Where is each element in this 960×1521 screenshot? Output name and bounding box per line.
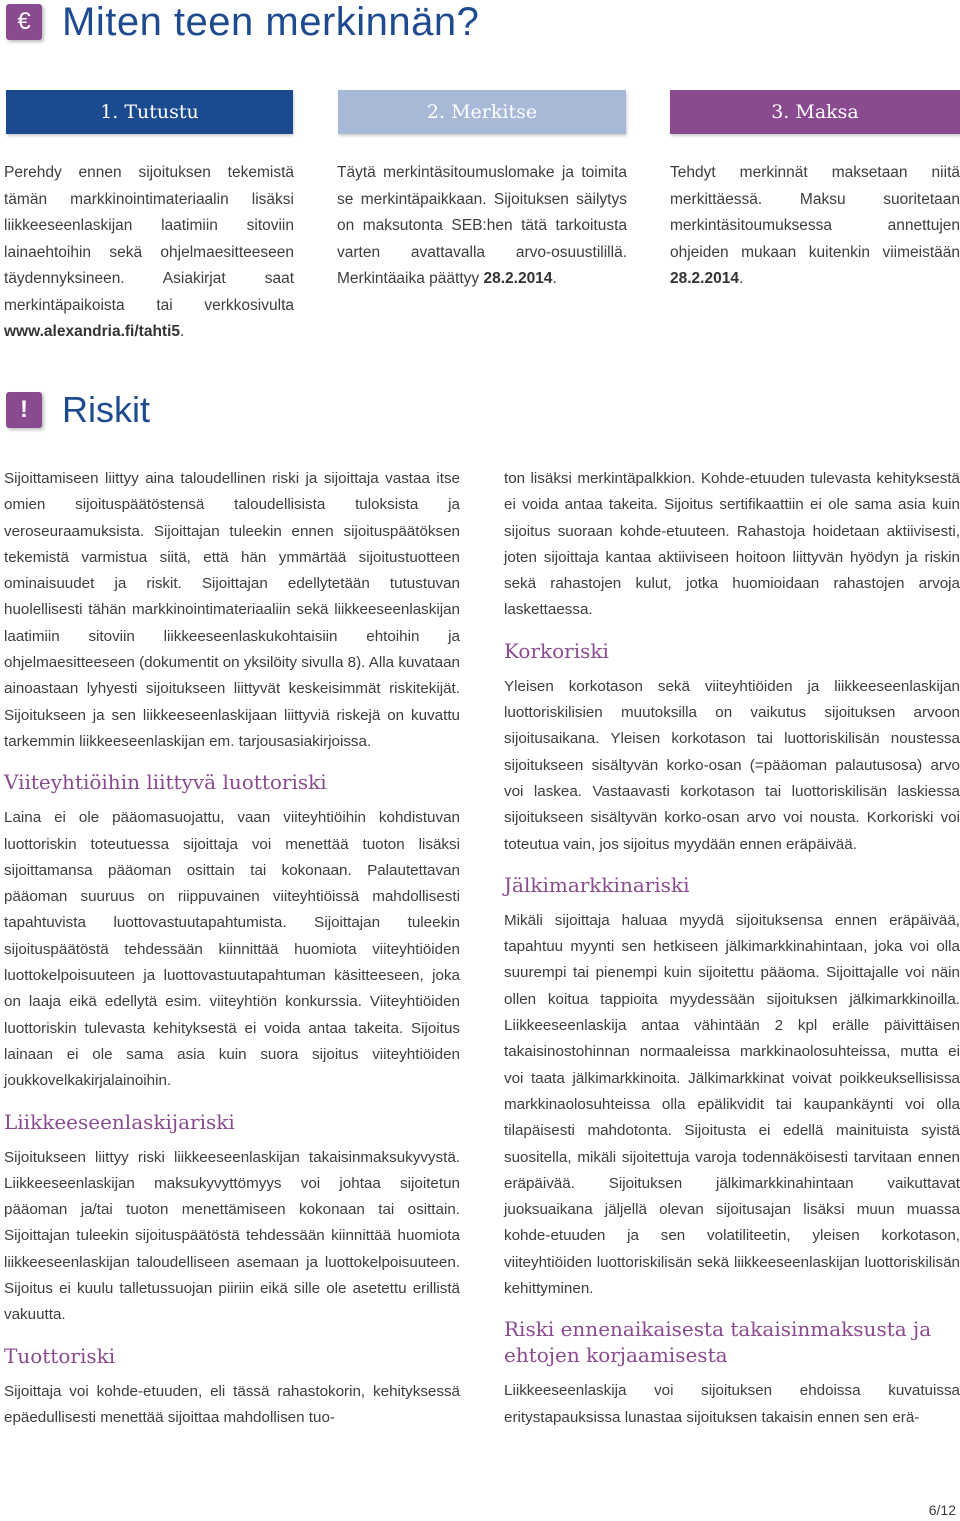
step-1-text: Perehdy ennen sijoituksen tekemistä tämän markkinointimateriaalin lisäksi liikkeeseenlaskijan laatimiin sitoviin lainaehtoihin sekä ohjelmaesitteeseen täydennyksineen. Asiakirjat saat merkintäpaikoista tai verkkosivulta www.alexandria.fi/tahti5.	[4, 164, 294, 340]
step-2-text: Täytä merkintäsitoumuslomake ja toimita se merkintäpaikkaan. Sijoituksen säilytys on maksutonta SEB:hen tätä tarkoitusta varten avattavalla arvo-osuustilillä. Merkintäaika päättyy 28.2.2014.	[337, 164, 627, 287]
section-heading: Riski ennenaikaisesta takaisinmaksusta ja ehtojen korjaamisesta	[504, 1317, 932, 1368]
step-2-tab: 2. Merkitse	[338, 90, 626, 134]
section-text: Mikäli sijoittaja haluaa myydä sijoituksensa ennen eräpäivää, tapahtuu myynti sen hetkiseen jälkimarkkinahintaan, joka voi olla suurempi tai pienempi kuin sijoitettu pääoma. Sijoittajalle voi näin ollen koitua tappioita myydessään sijoituksen jälkimarkkinoilla. Liikkeeseenlaskija antaa vähintään 2 kpl erälle päivittäisen takaisinostohinnan normaaleissa markkinaolosuhteissa, mutta ei voi taata jälkimarkkinoita. Jälkimarkkinat voivat poikkeuksellisissa markkinaolosuhteissa olla epälikvidit tai kaupankäynti voi olla tilapäisesti mahdotonta. Sijoitusta ei edellä mainituista syistä suositella, mikäli sijoitettuja varoja todennäköisesti tarvitaan ennen eräpäivää. Sijoituksen jälkimarkkinahintaan vaikuttavat juoksuaikana jäljellä olevan sijoitusajan lisäksi muun muassa kohde-etuuden ja sen volatiliteetin, yleisen korkotason, viiteyhtiöiden luottoriskilisän sekä liikkeeseenlaskijan luottoriskilisän kehittyminen.	[504, 911, 960, 1298]
section-heading: Korkoriski	[504, 638, 609, 663]
website-link[interactable]: www.alexandria.fi/tahti5	[4, 323, 181, 340]
section-heading: Liikkeeseenlaskijariski	[4, 1109, 235, 1134]
section-text: Liikkeeseenlaskija voi sijoituksen ehdoissa kuvatuissa eritystapauksissa lunastaa sijoituksen takaisin ennen sen erä-	[504, 1382, 960, 1426]
risks-left-column	[4, 466, 460, 1431]
steps-bar	[6, 90, 960, 134]
section-text: Sijoittaja voi kohde-etuuden, eli tässä rahastokorin, kehityksessä epäedullisesti menettää sijoittaa mahdollisen tuo-	[4, 1382, 460, 1426]
section-text: Sijoitukseen liittyy riski liikkeeseenlaskijan takaisinmaksukyvystä. Liikkeeseenlaskijan maksukyvyttömyys voi johtaa sijoitetun pääoman ja/tai tuoton menettämiseen kokonaan tai osittain. Sijoittajan tuleekin sijoituspäätöstä tehdessään kiinnittää huomiota liikkeeseenlaskijan taloudelliseen asemaan ja luottokelpoisuuteen. Sijoitus ei kuulu talletussuojan piiriin eikä sille ole asetettu erillistä vakuutta.	[4, 1148, 460, 1324]
euro-icon: €	[6, 4, 42, 40]
risks-title: Riskit	[62, 389, 150, 430]
risks-right-intro: ton lisäksi merkintäpalkkion. Kohde-etuuden tulevasta kehityksestä ei voida antaa takeita. Sijoitus sertifikaattiin ei ole sama asia kuin sijoitus suoraan kohde-etuuteen. Rahastoja hoidetaan aktiivisesti, joten sijoittaja kantaa aktiiviseen hoitoon liittyvän hyödyn ja riskin sekä rahastojen kulut, jotka huomioidaan rahastojen arvoja laskettaessa.	[504, 470, 960, 619]
section-heading: Viiteyhtiöihin liittyvä luottoriski	[4, 770, 327, 795]
step-3-tab: 3. Maksa	[670, 90, 960, 134]
step-1-tab: 1. Tutustu	[6, 90, 293, 134]
page-header	[6, 0, 479, 44]
page-title: Miten teen merkinnän?	[62, 0, 480, 44]
section-text: Laina ei ole pääomasuojattu, vaan viiteyhtiöihin kohdistuvan luottoriskin toteutuessa sijoittaja voi menettää tuoton lisäksi sijoittamansa pääoman osittain tai kokonaan. Palautettavan pääoman suuruus on riippuvainen viiteyhtiöissä mahdollisesti tapahtuvista luottovastuutapahtumista. Sijoittajan tuleekin sijoituspäätöstä tehdessään kiinnittää huomiota viiteyhtiöiden luottokelpoisuuteen ja luottovastuutapahtuman käsitteeseen, joka on laaja eikä edellytä esim. viiteyhtiön konkurssia. Viiteyhtiöiden luottoriskin tulevasta kehityksestä ei voida antaa takeita. Sijoitus lainaan ei ole sama asia kuin suora sijoitus viiteyhtiöiden joukkovelkakirjalainoihin.	[4, 809, 460, 1090]
section-heading: Jälkimarkkinariski	[504, 872, 690, 897]
page-number: 6/12	[928, 1502, 956, 1518]
exclamation-icon: !	[6, 392, 42, 428]
step-3-text: Tehdyt merkinnät maksetaan niitä merkittäessä. Maksu suoritetaan merkintäsitoumuksessa annettujen ohjeiden mukaan kuitenkin viimeistään 28.2.2014.	[670, 164, 960, 287]
section-heading: Tuottoriski	[4, 1343, 116, 1368]
risks-header	[6, 388, 150, 432]
risks-intro: Sijoittamiseen liittyy aina taloudellinen riski ja sijoittaja vastaa itse omien sijoituspäätöstensä taloudellisista tuloksista ja veroseuraamuksista. Sijoittajan tuleekin ennen sijoituspäätöksen tekemistä varmistua siitä, että hän ymmärtää sijoitustuotteen ominaisuudet ja riskit. Sijoittajan edellytetään tutustuvan huolellisesti tähän markkinointimateriaaliin sekä liikkeeseenlaskijan laatimiin sitoviin liikkeeseenlaskukohtaisiin ehtoihin ja ohjelmaesitteeseen (dokumentit on yksilöity sivulla 8). Alla kuvataan ainoastaan lyhyesti sijoitukseen liittyvät keskeisimmät riskitekijät. Sijoitukseen ja sen liikkeeseenlaskijaan liittyviä riskejä on kuvattu tarkemmin liikkeeseenlaskijan em. tarjousasiakirjoissa.	[4, 470, 460, 750]
section-text: Yleisen korkotason sekä viiteyhtiöiden ja liikkeeseenlaskijan luottoriskilisien muutoksilla on vaikutus sijoituksen arvoon sijoitusaikana. Yleisen korkotason tai luottoriskilisän noustessa sijoitukseen sisältyvän korko-osan (=pääoman palautusosa) arvo voi laskea. Vastaavasti korkotason tai luottoriskilisän laskiessa sijoitukseen sisältyvän korko-osan arvo voi nousta. Korkoriski voi toteutua vain, jos sijoitus myydään ennen eräpäivää.	[504, 677, 960, 853]
risks-right-column	[504, 466, 960, 1431]
